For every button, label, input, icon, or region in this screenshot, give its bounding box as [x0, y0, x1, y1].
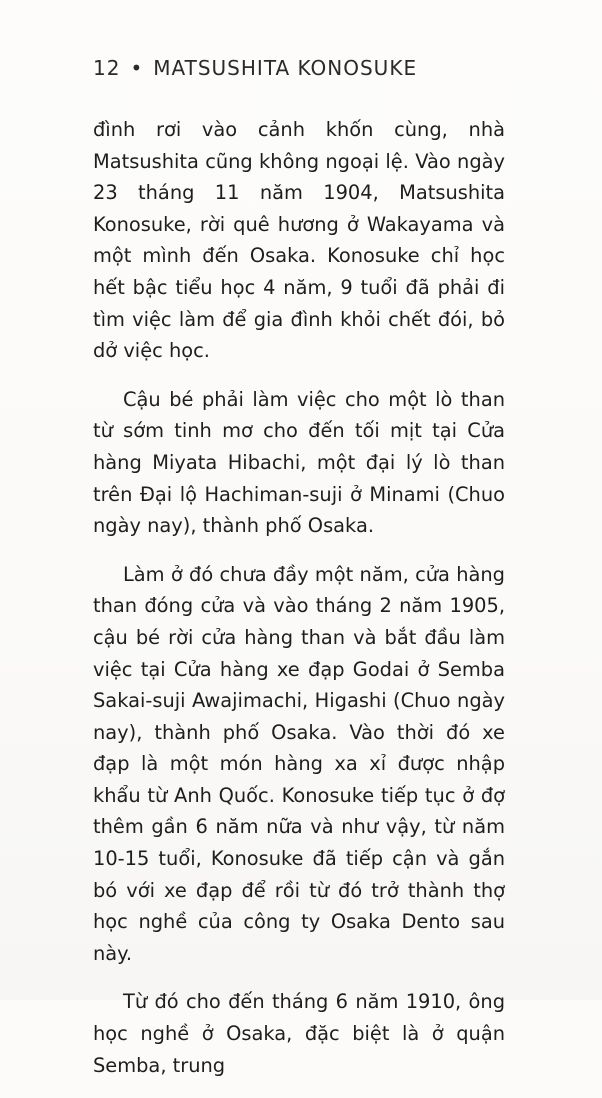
header-separator: • [130, 56, 144, 80]
body-text [93, 114, 505, 1098]
paragraph-3: Làm ở đó chưa đầy một năm, cửa hàng than đóng cửa và vào tháng 2 năm 1905, cậu bé rời cửa hàng than và bắt đầu làm việc tại Cửa hàng xe đạp Godai ở Semba Sakai-suji Awajimachi, Higashi (Chuo ngày nay), thành phố Osaka. Vào thời đó xe đạp là một món hàng xa xỉ được nhập khẩu từ Anh Quốc. Konosuke tiếp tục ở đợ thêm gần 6 năm nữa và như vậy, từ năm 10-15 tuổi, Konosuke đã tiếp cận và gắn bó với xe đạp để rồi từ đó trở thành thợ học nghề của công ty Osaka Dento sau này. [93, 562, 505, 965]
running-header [93, 56, 417, 80]
paragraph-4: Từ đó cho đến tháng 6 năm 1910, ông học nghề ở Osaka, đặc biệt là ở quận Semba, trung [93, 990, 505, 1077]
paragraph-2: Cậu bé phải làm việc cho một lò than từ sớm tinh mơ cho đến tối mịt tại Cửa hàng Miyata Hibachi, một đại lý lò than trên Đại lộ Hachiman-suji ở Minami (Chuo ngày nay), thành phố Osaka. [93, 387, 505, 538]
paragraph-1: đình rơi vào cảnh khốn cùng, nhà Matsushita cũng không ngoại lệ. Vào ngày 23 tháng 11 năm 1904, Matsushita Konosuke, rời quê hương ở Wakayama và một mình đến Osaka. Konosuke chỉ học hết bậc tiểu học 4 năm, 9 tuổi đã phải đi tìm việc làm để gia đình khỏi chết đói, bỏ dở việc học. [93, 118, 505, 363]
page-number: 12 [93, 56, 121, 80]
running-title: MATSUSHITA KONOSUKE [153, 56, 418, 80]
